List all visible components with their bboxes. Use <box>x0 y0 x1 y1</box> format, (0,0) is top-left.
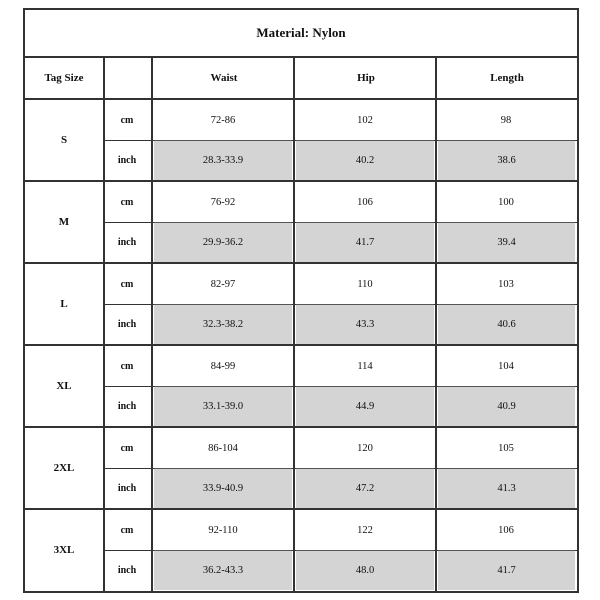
size-group <box>25 510 577 592</box>
hip-cell: 110 <box>357 278 373 290</box>
hip-cell: 41.7 <box>296 222 434 262</box>
unit-cell: inch <box>117 400 137 412</box>
table-row-inch <box>103 304 577 344</box>
hip-cell: 44.9 <box>296 386 434 426</box>
unit-cell: inch <box>117 236 137 248</box>
header-row <box>25 58 577 100</box>
length-cell: 41.7 <box>438 550 575 590</box>
table-row-inch <box>103 550 577 590</box>
unit-cell: inch <box>117 154 137 166</box>
waist-cell: 82-97 <box>210 278 236 290</box>
length-cell: 38.6 <box>438 140 575 180</box>
length-cell: 103 <box>498 278 514 290</box>
table-row-cm <box>103 182 577 223</box>
waist-cell: 36.2-43.3 <box>154 550 292 590</box>
header-unit <box>105 58 153 98</box>
column-divider <box>435 58 437 593</box>
table-row-cm <box>103 100 577 141</box>
size-group <box>25 182 577 264</box>
hip-cell: 48.0 <box>296 550 434 590</box>
unit-cell: cm <box>120 442 134 454</box>
waist-cell: 33.1-39.0 <box>154 386 292 426</box>
length-cell: 41.3 <box>438 468 575 508</box>
length-cell: 104 <box>498 360 514 372</box>
hip-cell: 120 <box>357 442 373 454</box>
table-row-inch <box>103 468 577 508</box>
size-group <box>25 264 577 346</box>
waist-cell: 32.3-38.2 <box>154 304 292 344</box>
length-cell: 105 <box>498 442 514 454</box>
hip-cell: 40.2 <box>296 140 434 180</box>
column-divider <box>293 58 295 593</box>
unit-cell: cm <box>120 360 134 372</box>
tag-size-cell: L <box>60 298 68 310</box>
waist-cell: 33.9-40.9 <box>154 468 292 508</box>
tag-size-cell: S <box>60 134 68 146</box>
tag-size-cell: XL <box>56 380 72 392</box>
hip-cell: 122 <box>357 524 373 536</box>
size-chart-table <box>23 8 579 593</box>
hip-cell: 43.3 <box>296 304 434 344</box>
length-cell: 106 <box>498 524 514 536</box>
table-row-inch <box>103 140 577 180</box>
header-hip: Hip <box>357 72 375 84</box>
header-length: Length <box>490 72 524 84</box>
length-cell: 39.4 <box>438 222 575 262</box>
hip-cell: 47.2 <box>296 468 434 508</box>
tag-size-cell: 3XL <box>53 544 75 556</box>
waist-cell: 28.3-33.9 <box>154 140 292 180</box>
unit-cell: inch <box>117 482 137 494</box>
unit-cell: cm <box>120 114 134 126</box>
waist-cell: 84-99 <box>210 360 236 372</box>
waist-cell: 86-104 <box>208 442 238 454</box>
hip-cell: 102 <box>357 114 373 126</box>
tag-size-cell: M <box>58 216 70 228</box>
unit-cell: cm <box>120 524 134 536</box>
waist-cell: 76-92 <box>210 196 236 208</box>
header-waist: Waist <box>210 72 238 84</box>
unit-cell: inch <box>117 564 137 576</box>
hip-cell: 114 <box>357 360 373 372</box>
length-cell: 40.9 <box>438 386 575 426</box>
unit-cell: cm <box>120 278 134 290</box>
tag-size-cell: 2XL <box>53 462 75 474</box>
header-tag-size: Tag Size <box>44 72 84 84</box>
table-row-cm <box>103 264 577 305</box>
table-row-inch <box>103 386 577 426</box>
column-divider <box>103 58 105 593</box>
table-row-inch <box>103 222 577 262</box>
waist-cell: 72-86 <box>210 114 236 126</box>
table-row-cm <box>103 428 577 469</box>
length-cell: 40.6 <box>438 304 575 344</box>
unit-cell: inch <box>117 318 137 330</box>
length-cell: 100 <box>498 196 514 208</box>
waist-cell: 92-110 <box>208 524 238 536</box>
table-row-cm <box>103 346 577 387</box>
length-cell: 98 <box>500 114 512 126</box>
size-group <box>25 100 577 182</box>
hip-cell: 106 <box>357 196 373 208</box>
size-group <box>25 346 577 428</box>
table-row-cm <box>103 510 577 551</box>
unit-cell: cm <box>120 196 134 208</box>
column-divider <box>151 58 153 593</box>
waist-cell: 29.9-36.2 <box>154 222 292 262</box>
table-title: Material: Nylon <box>25 10 577 58</box>
size-group <box>25 428 577 510</box>
